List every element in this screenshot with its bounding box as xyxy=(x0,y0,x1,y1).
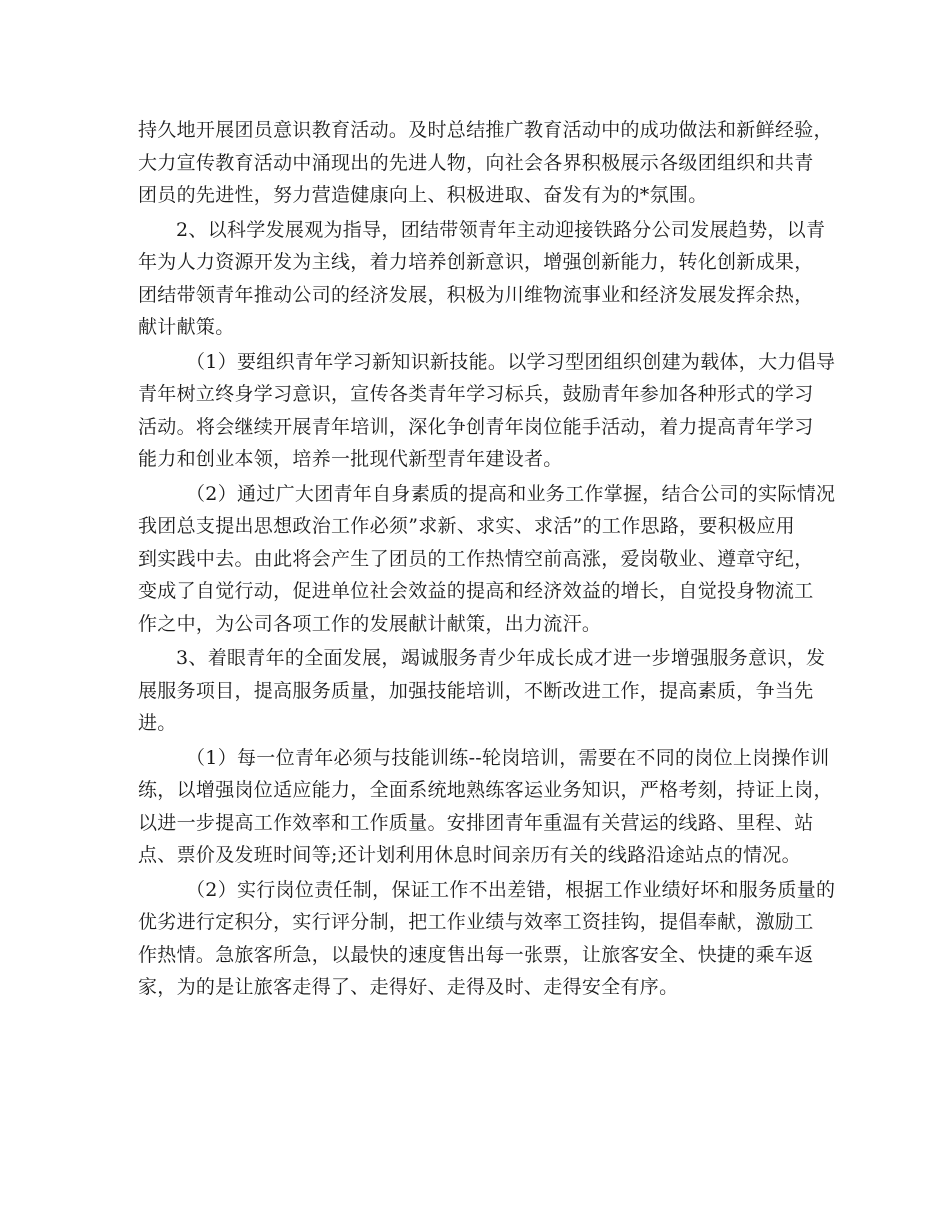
text-line: 作之中，为公司各项工作的发展献计献策，出力流汗。 xyxy=(138,612,602,635)
text-line: 年为人力资源开发为主线，着力培养创新意识，增强创新能力，转化创新成果， xyxy=(138,251,814,273)
paragraph-section-3-item-1 xyxy=(138,742,833,872)
paragraph-section-2-item-2 xyxy=(138,478,836,641)
text-line: 团结带领青年推动公司的经济发展，积极为川维物流事业和经济发展发挥余热， xyxy=(138,283,814,306)
text-line: 能力和创业本领，培养一批现代新型青年建设者。 xyxy=(138,448,563,470)
text-line: 青年树立终身学习意识，宣传各类青年学习标兵，鼓励青年参加各种形式的学习 xyxy=(138,383,814,405)
text-line: 以进一步提高工作效率和工作质量。安排团青年重温有关营运的线路、里程、站 xyxy=(138,811,814,834)
text-line: 到实践中去。由此将会产生了团员的工作热情空前高涨，爱岗敬业、遵章守纪， xyxy=(138,547,814,570)
text-line: （2）通过广大团青年自身素质的提高和业务工作掌握，结合公司的实际情况 xyxy=(186,482,836,505)
paragraph-section-2 xyxy=(138,214,826,344)
text-line: 变成了自觉行动，促进单位社会效益的提高和经济效益的增长，自觉投身物流工 xyxy=(138,580,814,602)
paragraph-section-2-item-1 xyxy=(138,346,836,476)
paragraph-intro-continuation xyxy=(138,114,833,212)
text-line: （1）要组织青年学习新知识新技能。以学习型团组织创建为载体，大力倡导 xyxy=(186,350,836,373)
text-line: 优劣进行定积分，实行评分制，把工作业绩与效率工资挂钩，提倡奉献，激励工 xyxy=(138,911,814,933)
text-line: 我团总支提出思想政治工作必须”求新、求实、求活”的工作思路，要积极应用 xyxy=(138,515,795,537)
document-body xyxy=(138,114,836,1006)
text-line: 作热情。急旅客所急，以最快的速度售出每一张票，让旅客安全、快捷的乘车返 xyxy=(138,943,814,966)
text-line: 大力宣传教育活动中涌现出的先进人物，向社会各界积极展示各级团组织和共青 xyxy=(138,151,814,174)
text-line: 3、着眼青年的全面发展，竭诚服务青少年成长成才进一步增强服务意识，发 xyxy=(176,647,826,669)
text-line: 持久地开展团员意识教育活动。及时总结推广教育活动中的成功做法和新鲜经验， xyxy=(138,119,833,141)
text-line: 练，以增强岗位适应能力，全面系统地熟练客运业务知识，严格考刻，持证上岗， xyxy=(138,779,833,801)
text-line: 展服务项目，提高服务质量，加强技能培训，不断改进工作，提高素质，争当先 xyxy=(138,679,814,702)
text-line: 点、票价及发班时间等;还计划利用休息时间亲历有关的线路沿途站点的情况。 xyxy=(138,844,801,866)
text-line: 进。 xyxy=(138,712,177,734)
text-line: 2、以科学发展观为指导，团结带领青年主动迎接铁路分公司发展趋势，以青 xyxy=(176,218,826,241)
text-line: 活动。将会继续开展青年培训，深化争创青年岗位能手活动，着力提高青年学习 xyxy=(138,415,814,438)
text-line: （2）实行岗位责任制，保证工作不出差错，根据工作业绩好坏和服务质量的 xyxy=(186,878,836,901)
text-line: 团员的先进性，努力营造健康向上、积极进取、奋发有为的*氛围。 xyxy=(138,184,708,206)
text-line: （1）每一位青年必须与技能训练--轮岗培训，需要在不同的岗位上岗操作训 xyxy=(186,746,830,769)
text-line: 献计献策。 xyxy=(138,316,235,338)
text-line: 家，为的是让旅客走得了、走得好、走得及时、走得安全有序。 xyxy=(138,976,679,998)
paragraph-section-3-item-2 xyxy=(138,874,836,1004)
paragraph-section-3 xyxy=(138,642,826,740)
